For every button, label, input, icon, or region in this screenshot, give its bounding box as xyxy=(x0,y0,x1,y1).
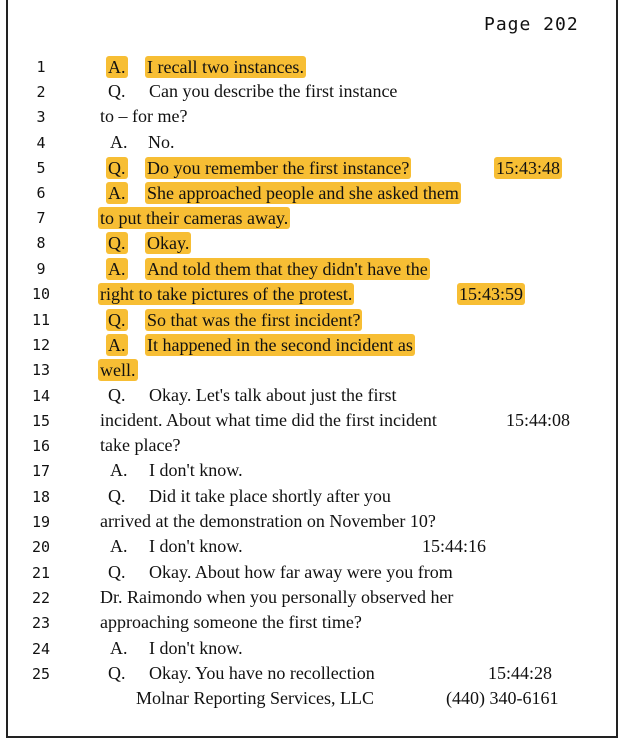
line-number: 11 xyxy=(31,311,51,329)
speaker-marker: A. xyxy=(110,638,128,658)
line-number: 15 xyxy=(31,412,51,430)
testimony-text: Okay. xyxy=(147,233,190,253)
testimony-text: Okay. You have no recollection xyxy=(149,663,375,683)
line-number: 18 xyxy=(31,488,51,506)
speaker-marker: Q. xyxy=(108,310,126,330)
speaker-marker: Q. xyxy=(108,81,126,101)
testimony-text: incident. About what time did the first incident xyxy=(100,410,437,430)
speaker-marker: A. xyxy=(110,132,128,152)
speaker-marker: A. xyxy=(108,259,126,279)
testimony-text: And told them that they didn't have the xyxy=(147,259,428,279)
page-border-right xyxy=(616,0,618,738)
line-number: 23 xyxy=(31,614,51,632)
testimony-text: arrived at the demonstration on November 10? xyxy=(100,511,436,531)
speaker-marker: A. xyxy=(108,183,126,203)
speaker-marker: A. xyxy=(108,335,126,355)
line-number: 12 xyxy=(31,336,51,354)
line-number: 7 xyxy=(36,209,46,227)
testimony-text: Do you remember the first instance? xyxy=(147,158,410,178)
speaker-marker: Q. xyxy=(108,158,126,178)
testimony-text: approaching someone the first time? xyxy=(100,612,362,632)
line-number: 5 xyxy=(36,159,46,177)
line-number: 22 xyxy=(31,589,51,607)
line-number: 21 xyxy=(31,564,51,582)
reporter-phone: (440) 340-6161 xyxy=(446,688,559,708)
line-number: 8 xyxy=(36,234,46,252)
line-number: 10 xyxy=(31,285,51,303)
line-number: 2 xyxy=(36,83,46,101)
line-number: 13 xyxy=(31,361,51,379)
testimony-text: Dr. Raimondo when you personally observed her xyxy=(100,587,454,607)
line-number: 20 xyxy=(31,538,51,556)
line-number: 1 xyxy=(36,58,46,76)
testimony-text: She approached people and she asked them xyxy=(147,183,459,203)
line-number: 14 xyxy=(31,387,51,405)
testimony-text: right to take pictures of the protest. xyxy=(100,284,353,304)
speaker-marker: A. xyxy=(108,57,126,77)
line-number: 25 xyxy=(31,665,51,683)
timestamp: 15:43:59 xyxy=(459,284,524,304)
timestamp: 15:44:16 xyxy=(422,536,487,556)
line-number: 3 xyxy=(36,108,46,126)
testimony-text: I don't know. xyxy=(149,460,243,480)
speaker-marker: A. xyxy=(110,536,128,556)
testimony-text: Okay. Let's talk about just the first xyxy=(149,385,397,405)
testimony-text: to – for me? xyxy=(100,106,188,126)
line-number: 9 xyxy=(36,260,46,278)
testimony-text: to put their cameras away. xyxy=(100,208,289,228)
page-border-left xyxy=(6,0,8,738)
line-number: 24 xyxy=(31,640,51,658)
testimony-text: So that was the first incident? xyxy=(147,310,361,330)
testimony-text: well. xyxy=(100,360,136,380)
speaker-marker: Q. xyxy=(108,562,126,582)
testimony-text: Okay. About how far away were you from xyxy=(149,562,453,582)
testimony-text: Can you describe the first instance xyxy=(149,81,398,101)
line-number: 17 xyxy=(31,462,51,480)
speaker-marker: Q. xyxy=(108,233,126,253)
page-number: Page 202 xyxy=(484,14,579,35)
speaker-marker: Q. xyxy=(108,663,126,683)
testimony-text: I don't know. xyxy=(149,536,243,556)
testimony-text: take place? xyxy=(100,435,181,455)
reporter-company: Molnar Reporting Services, LLC xyxy=(136,688,374,708)
testimony-text: I recall two instances. xyxy=(147,57,304,77)
testimony-text: It happened in the second incident as xyxy=(147,335,413,355)
testimony-text: Did it take place shortly after you xyxy=(149,486,391,506)
testimony-text: I don't know. xyxy=(149,638,243,658)
timestamp: 15:43:48 xyxy=(496,158,561,178)
speaker-marker: Q. xyxy=(108,385,126,405)
testimony-text: No. xyxy=(148,132,175,152)
speaker-marker: A. xyxy=(110,460,128,480)
timestamp: 15:44:28 xyxy=(488,663,553,683)
line-number: 6 xyxy=(36,184,46,202)
speaker-marker: Q. xyxy=(108,486,126,506)
line-number: 16 xyxy=(31,437,51,455)
line-number: 4 xyxy=(36,134,46,152)
line-number: 19 xyxy=(31,513,51,531)
page-border-bottom xyxy=(6,736,618,738)
timestamp: 15:44:08 xyxy=(506,410,571,430)
